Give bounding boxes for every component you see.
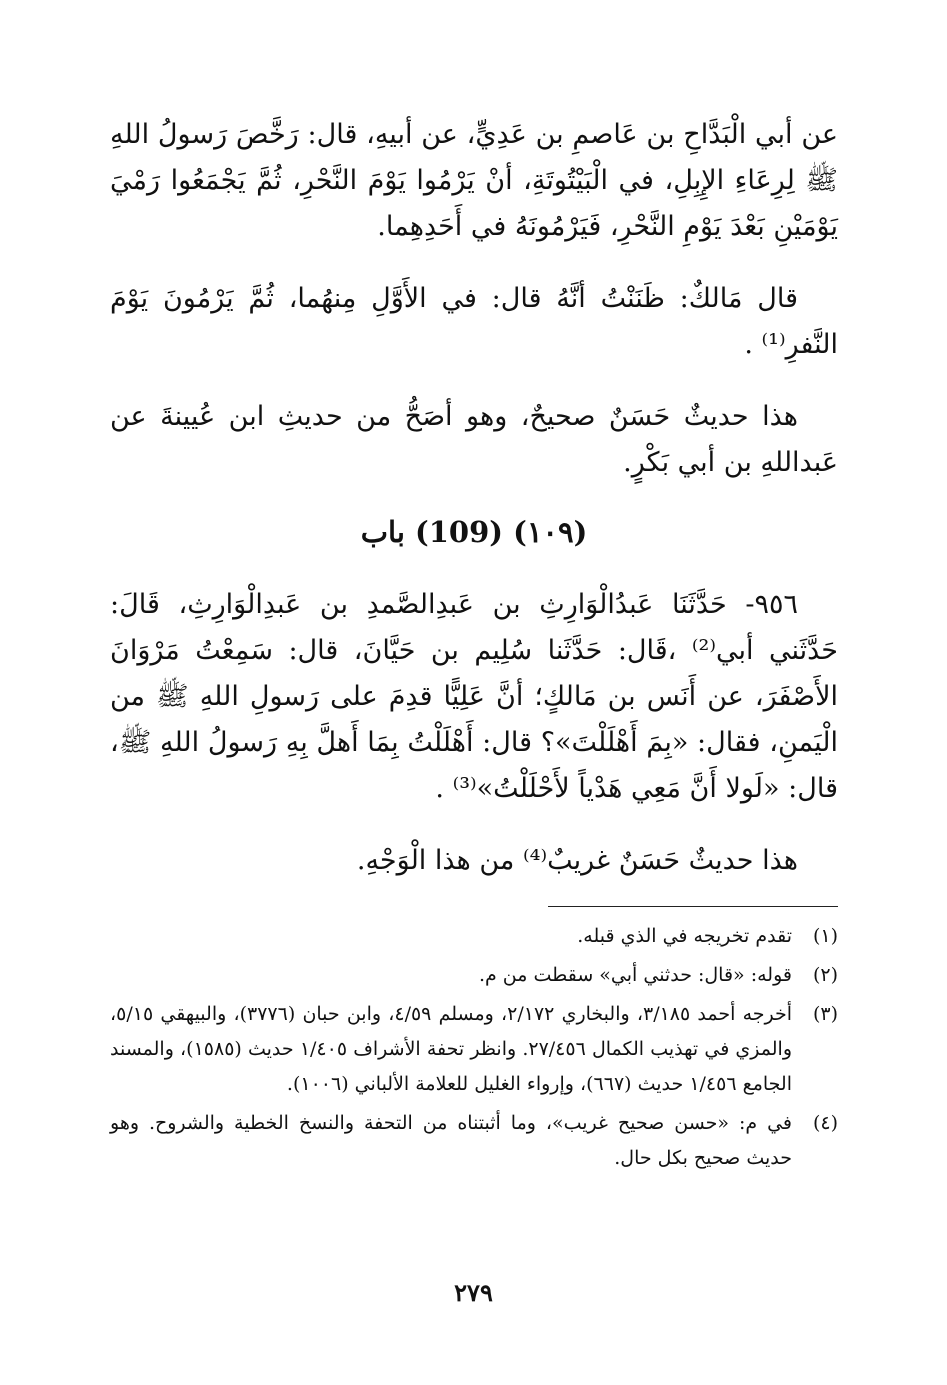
- footnote: [110, 958, 838, 993]
- footnote: [110, 919, 838, 954]
- paragraph-hadith-text: عن أبي الْبَدَّاحِ بن عَاصمِ بن عَدِيٍّ، عن أبيهِ، قال: رَخَّصَ رَسولُ اللهِ ﷺ لِرِعَاءِ الإِبِلِ، في الْبَيْتُوتَةِ، أنْ يَرْمُوا يَوْمَ النَّحْرِ، ثُمَّ يَجْمَعُوا رَمْيَ يَوْمَيْنِ بَعْدَ يَوْمِ النَّحْرِ، فَيَرْمُونَهُ في أَحَدِهِما.: [110, 119, 838, 242]
- footnote-text: في م: «حسن صحيح غريب»، وما أثبتناه من التحفة والنسخ الخطية والشروح. وهو حديث صحيح بكل حال.: [110, 1112, 792, 1169]
- footnote-text: تقدم تخريجه في الذي قبله.: [577, 925, 792, 947]
- paragraph-malik-comment: قال مَالكٌ: ظَنَنْتُ أنَّهُ قال: في الأَوَّلِ مِنهُما، ثُمَّ يَرْمُونَ يَوْمَ النَّفرِ⁽¹⁾ .: [110, 283, 838, 360]
- paragraph-hadith-956: ٩٥٦- حَدَّثَنَا عَبدُالْوَارِثِ بن عَبدِالصَّمدِ بن عَبدِالْوَارِثِ، قَالَ: حَدَّثَني أبي⁽²⁾ ،قَال: حَدَّثَنا سُلِيم بن حَيَّانَ، قال: سَمِعْتُ مَرْوَانَ الأَصْفَرَ، عن أَنَس بن مَالكٍ؛ أنَّ عَلِيًّا قدِمَ على رَسولِ اللهِ ﷺ من الْيَمنِ، فقال: «بِمَ أَهْلَلْتَ»؟ قال: أَهْلَلْتُ بِمَا أَهلَّ بِهِ رَسولُ اللهِ ﷺ، قال: «لَولا أَنَّ مَعِي هَدْياً لأَحْلَلْتُ»⁽³⁾ .: [110, 589, 838, 804]
- footnote-text: قوله: «قال: حدثني أبي» سقطت من م.: [478, 964, 792, 986]
- footnote-number: (١): [812, 925, 838, 947]
- paragraph-grading-956: هذا حديثٌ حَسَنٌ غريبٌ⁽⁴⁾ من هذا الْوَجْهِ.: [356, 845, 798, 876]
- footnote-separator: [548, 906, 838, 907]
- footnotes: [110, 919, 838, 1176]
- footnote-number: (٢): [812, 964, 838, 986]
- footnote-text: أخرجه أحمد ٣/١٨٥، والبخاري ٢/١٧٢، ومسلم ٤/٥٩، وابن حبان (٣٧٧٦)، والبيهقي ٥/١٥، والمزي في تهذيب الكمال ٢٧/٤٥٦. وانظر تحفة الأشراف ١/٤٠٥ حديث (١٥٨٥)، والمسند الجامع ١/٤٥٦ حديث (٦٦٧)، وإرواء الغليل للعلامة الألباني (١٠٠٦).: [110, 1003, 793, 1095]
- page-number: ٢٧٩: [454, 1278, 493, 1307]
- page-body: [110, 112, 838, 1180]
- footnote: [110, 997, 838, 1102]
- footnote-number: (٣): [812, 1003, 838, 1025]
- paragraph-grading: هذا حديثٌ حَسَنٌ صحيحٌ، وهو أصَحُّ من حديثِ ابن عُيينةَ عن عَبداللهِ بن أبي بَكْرٍ.: [110, 401, 838, 478]
- footnote-number: (٤): [812, 1112, 838, 1134]
- chapter-heading: (١٠٩) (109) باب: [360, 515, 588, 549]
- footnote: [110, 1106, 838, 1176]
